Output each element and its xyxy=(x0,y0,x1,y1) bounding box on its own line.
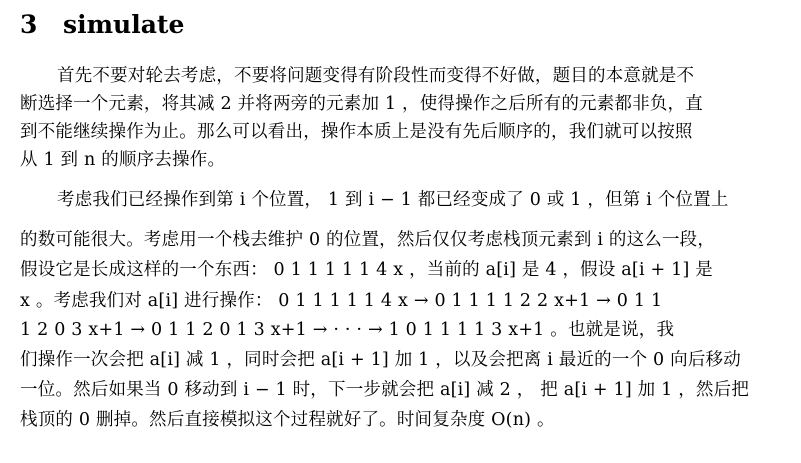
text-line: x 。考虑我们对 a[i] 进行操作： 0 1 1 1 1 1 4 x → 0 1 1 1 1 2 2 x+1 → 0 1 1 xyxy=(20,291,663,311)
section-title: simulate xyxy=(63,10,185,39)
text-line: 栈顶的 0 删掉。然后直接模拟这个过程就好了。时间复杂度 O(n) 。 xyxy=(20,410,555,430)
text-line: 们操作一次会把 a[i] 减 1 ，同时会把 a[i + 1] 加 1 ，以及会把离 i 最近的一个 0 向后移动 xyxy=(20,350,741,370)
text-line: 从 1 到 n 的顺序去操作。 xyxy=(20,150,226,170)
text-line: 的数可能很大。考虑用一个栈去维护 0 的位置，然后仅仅考虑栈顶元素到 i 的这么一段， xyxy=(20,230,716,250)
text-line: 首先不要对轮去考虑，不要将问题变得有阶段性而变得不好做，题目的本意就是不 xyxy=(57,66,695,86)
section-heading xyxy=(20,6,184,44)
text-line: 假设它是长成这样的一个东西： 0 1 1 1 1 1 4 x ，当前的 a[i] 是 4 ，假设 a[i + 1] 是 xyxy=(20,260,713,280)
text-line: 1 2 0 3 x+1 → 0 1 1 2 0 1 3 x+1 → · · · → 1 0 1 1 1 1 3 x+1 。也就是说，我 xyxy=(20,320,675,340)
text-line: 一位。然后如果当 0 移动到 i − 1 时，下一步就会把 a[i] 减 2 ， 把 a[i + 1] 加 1 ，然后把 xyxy=(20,380,750,400)
text-line: 断选择一个元素，将其减 2 并将两旁的元素加 1 ，使得操作之后所有的元素都非负，直 xyxy=(20,94,703,114)
text-line: 到不能继续操作为止。那么可以看出，操作本质上是没有先后顺序的，我们就可以按照 xyxy=(20,122,693,142)
section-number: 3 xyxy=(20,10,38,39)
text-line: 考虑我们已经操作到第 i 个位置， 1 到 i − 1 都已经变成了 0 或 1 ，但第 i 个位置上 xyxy=(57,190,729,210)
